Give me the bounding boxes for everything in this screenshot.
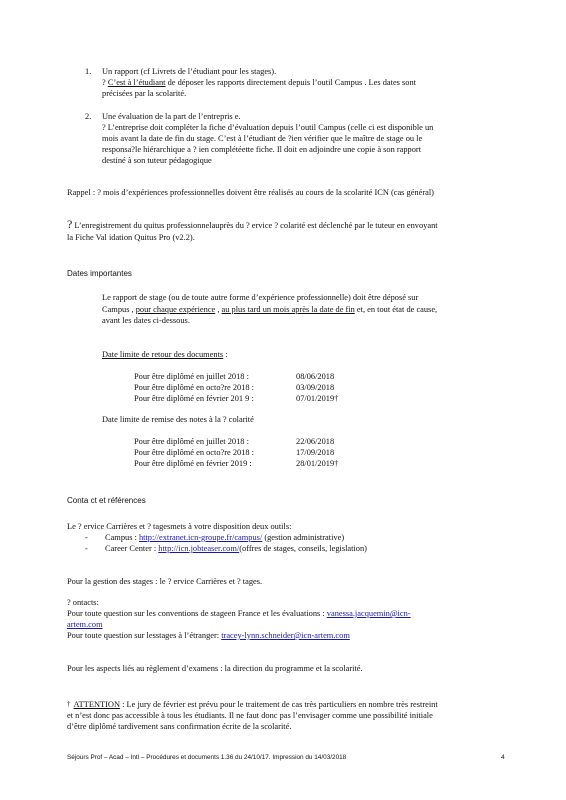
campus-link[interactable]: http://extranet.icn-groupe.fr/campus/ <box>138 533 263 542</box>
footer-text: Séjours Prof – Acad – Intl – Procédures et documents 1.36 du 24/10/17. Impression du 14/03/2018 <box>67 754 347 761</box>
return-row-label: Pour être diplômé en juillet 2018 : <box>134 372 249 381</box>
attention-line3: d’être diplômé tardivement sans confirmation écrite de la scolarité. <box>67 722 292 731</box>
return-row-date: 03/09/2018 <box>296 383 335 392</box>
contact-question-2 <box>67 630 350 641</box>
attention-line2: et n’est donc pas accessible à tous les étudiants. Il ne faut donc pas l’envisager comme une possibilité initiale <box>67 711 433 720</box>
quitus-line2: la Fiche Val idation Quitus Pro (v2.2). <box>67 233 195 242</box>
grades-row-label: Pour être diplômé en octo?re 2018 : <box>134 448 255 457</box>
tool-name: Career Center : <box>105 544 159 553</box>
grades-heading: Date limite de remise des notes à la ? colarité <box>102 415 254 424</box>
text-span: Campus , <box>102 305 136 314</box>
contacts-label: ? ontacts: <box>67 598 99 607</box>
reglement-text: Pour les aspects liés au règlement d’examens : la direction du programme et la scolarité. <box>67 664 363 673</box>
section-heading-dates: Dates importantes <box>67 269 132 278</box>
list-number-1: 1. <box>85 67 92 76</box>
text-span: L’enregistrement du quitus professionnelauprès du ? ervice ? colarité est déclenché par le tuteur en envoyant <box>72 221 438 230</box>
text-span: et, en tout état de cause, <box>354 305 438 314</box>
underlined-text: C’est à l’étudiant <box>107 78 166 87</box>
list-item-1-line2: précisées par la scolarité. <box>102 89 187 98</box>
dash-glyph: - <box>85 544 88 553</box>
gestion-text: Pour la gestion des stages : le ? ervice Carrières et ? tages. <box>67 577 263 586</box>
text-span: Pour toute question sur les conventions de stageen France et les évaluations : <box>67 609 327 618</box>
dates-intro-line1: Le rapport de stage (ou de toute autre forme d’expérience professionnelle) doit être déposé sur <box>102 293 419 302</box>
tool-name: Campus : <box>105 533 139 542</box>
dates-intro-line3: avant les dates ci-dessous. <box>102 316 190 325</box>
underlined-text: pour chaque expérience <box>135 305 216 314</box>
return-row-label: Pour être diplômé en février 201 9 : <box>134 394 254 403</box>
list-item-2-line3: responsa?le hiérarchique a ? ien complétéette fiche. Il doit en adjoindre une copie à son rapport <box>102 145 422 154</box>
list-item-2-line4: destiné à son tuteur pédagogique <box>102 156 212 165</box>
text-span: : <box>223 350 228 359</box>
underlined-text: Date limite de retour des documents <box>102 350 224 359</box>
list-item-1-line1 <box>102 77 498 88</box>
list-item-2-line1: ? L’entreprise doit compléter la fiche d’évaluation depuis l’outil Campus (celle ci est disponible un <box>102 123 434 132</box>
tool-item-career-center <box>85 543 367 554</box>
list-item-1-title: Un rapport (cf Livrets de l’étudiant pour les stages). <box>102 67 277 76</box>
return-row-date: 08/06/2018 <box>296 372 335 381</box>
tool-desc: (offres de stages, conseils, legislation) <box>239 544 367 553</box>
dagger-glyph: † <box>67 700 71 708</box>
text-span: : Le jury de février est prévu pour le traitement de cas très particuliers en nombre très restreint <box>120 700 438 709</box>
grades-row-label: Pour être diplômé en février 2019 : <box>134 459 252 468</box>
page-number: 4 <box>501 754 505 761</box>
list-number-2: 2. <box>85 112 92 121</box>
text-span: Pour toute question sur lesstages à l’étranger: <box>67 631 222 640</box>
email-link-vanessa[interactable]: vanessa.jacquemin@icn- <box>326 609 411 618</box>
quitus-line1 <box>67 219 438 231</box>
bullet-glyph: ? <box>102 78 108 87</box>
symbol-glyph: ? <box>67 217 73 231</box>
grades-row-date: 17/09/2018 <box>296 448 335 457</box>
text-span: , <box>215 305 222 314</box>
grades-row-date: 22/06/2018 <box>296 437 335 446</box>
list-item-2-title: Une évaluation de la part de l’entrepris e. <box>102 112 241 121</box>
list-item-2-line2: mois avant la date de fin du stage. C’est à l’étudiant de ?ien vérifier que le maître de stage ou le <box>102 134 423 143</box>
grades-row-label: Pour être diplômé en juillet 2018 : <box>134 437 249 446</box>
section-heading-contacts: Conta ct et références <box>67 496 146 505</box>
services-intro: Le ? ervice Carrières et ? tagesmets à votre disposition deux outils: <box>67 522 292 531</box>
rappel-text: Rappel : ? mois d’expériences professionnelles doivent être réalisés au cours de la scolarité ICN (cas général) <box>67 188 434 197</box>
return-row-date: 07/01/2019† <box>296 394 339 403</box>
underlined-text: au plus tard un mois après la date de fin <box>221 305 355 314</box>
dash-glyph: - <box>85 533 88 542</box>
attention-label: ATTENTION <box>73 700 121 709</box>
return-row-label: Pour être diplômé en octo?re 2018 : <box>134 383 255 392</box>
career-center-link[interactable]: http://icn.jobteaser.com/ <box>158 544 240 553</box>
tool-item-campus <box>85 532 344 543</box>
tool-desc: (gestion administrative) <box>262 533 345 542</box>
grades-row-date: 28/01/2019† <box>296 459 339 468</box>
email-link-tracey[interactable]: tracey-lynn.schneider@icn-artem.com <box>221 631 350 640</box>
email-link-vanessa-cont[interactable]: artem.com <box>67 620 103 629</box>
dates-intro-line2 <box>102 304 437 315</box>
text-span: de déposer les rapports directement depuis l’outil Campus . Les dates sont <box>165 78 416 87</box>
contact-question-1-cont <box>67 619 103 630</box>
return-docs-heading <box>102 349 228 360</box>
contact-question-1 <box>67 608 411 619</box>
attention-line1 <box>67 699 438 710</box>
